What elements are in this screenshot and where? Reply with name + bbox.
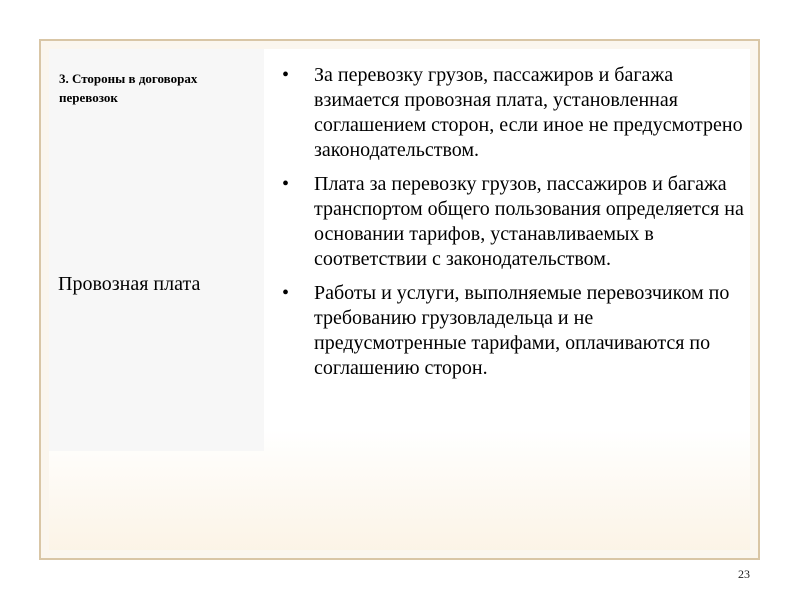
- bullet-text: Работы и услуги, выполняемые перевозчиком по требованию грузовладельца и не предусмотренные тарифами, оплачиваются по соглашению сторон.: [314, 282, 730, 379]
- slide-frame: [39, 39, 760, 560]
- bullet-icon: •: [282, 173, 290, 195]
- topic-label: Провозная плата: [58, 273, 201, 295]
- left-panel: [49, 49, 264, 451]
- section-title: 3. Стороны в договорах перевозок: [59, 71, 198, 105]
- bullet-list: [276, 63, 750, 390]
- slide-content: [49, 49, 750, 550]
- bullet-icon: •: [282, 64, 290, 86]
- bullet-item: [276, 281, 750, 381]
- bullet-item: [276, 63, 750, 163]
- bullet-item: [276, 172, 750, 272]
- bullet-text: За перевозку грузов, пассажиров и багажа взимается провозная плата, установленная соглашением сторон, если иное не предусмотрено законодательством.: [314, 64, 743, 161]
- page-number: 23: [738, 567, 750, 581]
- bullet-icon: •: [282, 282, 290, 304]
- bullet-text: Плата за перевозку грузов, пассажиров и багажа транспортом общего пользования определяется на основании тарифов, устанавливаемых в соответствии с законодательством.: [314, 173, 744, 270]
